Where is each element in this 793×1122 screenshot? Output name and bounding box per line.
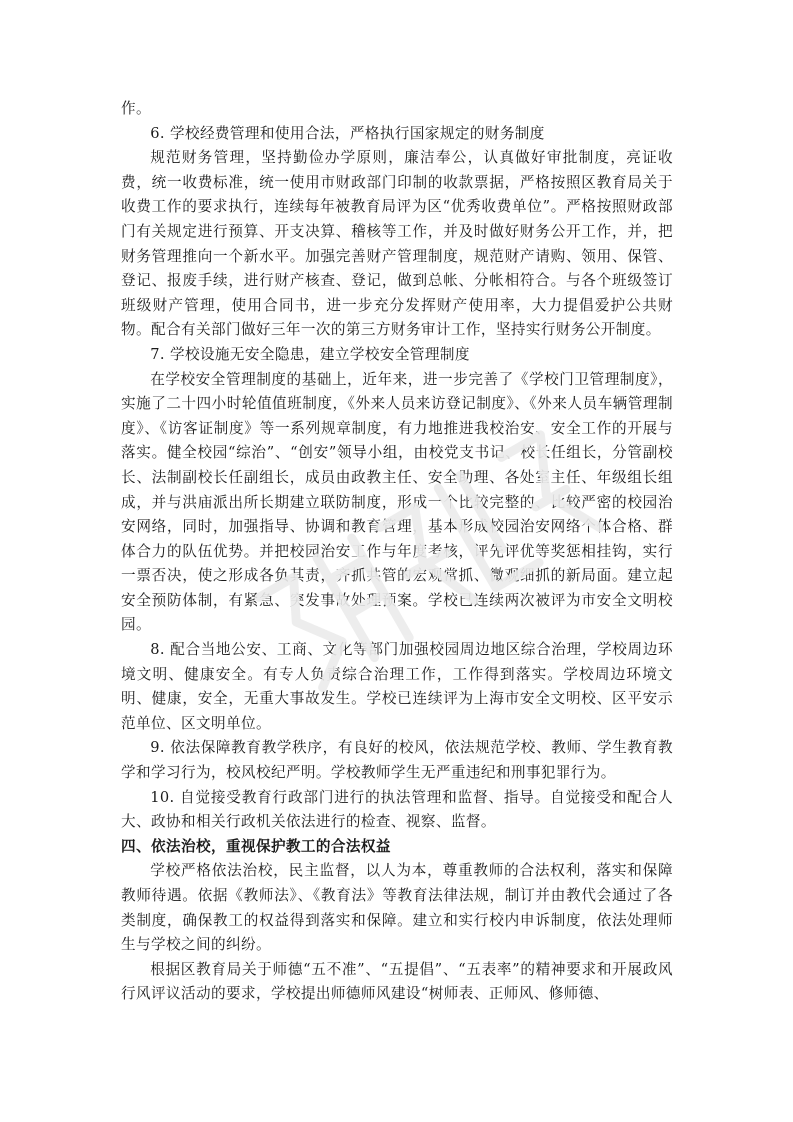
item-10-body: 10. 自觉接受教育行政部门进行的执法管理和监督、指导。自觉接受和配合人大、政协和相关行政机关依法进行的检查、视察、监督。: [121, 788, 673, 831]
item-7-title: 7. 学校设施无安全隐患，建立学校安全管理制度: [150, 345, 470, 363]
item-8-body: 8. 配合当地公安、工商、文化等部门加强校园周边地区综合治理，学校周边环境文明、健康安全。有专人负责综合治理工作，工作得到落实。学校周边环境文明、健康，安全，无重大事故发生。学校已连续评为上海市安全文明校、区平安示范单位、区文明单位。: [121, 641, 673, 732]
item-7-body: 在学校安全管理制度的基础上，近年来，进一步完善了《学校门卫管理制度》，实施了二十四小时轮值值班制度，《外来人员来访登记制度》、《外来人员车辆管理制度》、《访客证制度》等一系列规章制度，有力地推进我校治安、安全工作的开展与落实。健全校园“综治”、“创安”领导小组，由校党支书记、校长任组长，分管副校长、法制副校长任副组长，成员由政教主任、安全助理、各处室主任、年级组长组成，并与洪庙派出所长期建立联防制度，形成一个比较完整的、比较严密的校园治安网络，同时，加强指导、协调和教育管理，基本形成校园治安网络个体合格、群体合力的队伍优势。并把校园治安工作与年度考核，评先评优等奖惩相挂钩，实行一票否决，使之形成各负其责，齐抓共管的宏观常抓、微观细抓的新局面。建立起安全预防体制，有紧急、突发事故处理预案。学校已连续两次被评为市安全文明校园。: [121, 370, 673, 634]
item-9-body: 9. 依法保障教育教学秩序，有良好的校风，依法规范学校、教师、学生教育教学和学习行为，校风校纪严明。学校教师学生无严重违纪和刑事犯罪行为。: [121, 739, 673, 782]
item-6-body: 规范财务管理，坚持勤俭办学原则，廉洁奉公，认真做好审批制度，亮证收费，统一收费标准，统一使用市财政部门印制的收款票据，严格按照区教育局关于收费工作的要求执行，连续每年被教育局评为区“优秀收费单位”。严格按照财政部门有关规定进行预算、开支决算、稽核等工作，并及时做好财务公开工作，并，把财务管理推向一个新水平。加强完善财产管理制度，规范财产请购、领用、保管、登记、报废手续，进行财产核查、登记，做到总帐、分帐相符合。与各个班级签订班级财产管理，使用合同书，进一步充分发挥财产使用率，大力提倡爱护公共财物。配合有关部门做好三年一次的第三方财务审计工作，坚持实行财务公开制度。: [121, 149, 673, 339]
document-body: [121, 97, 673, 1007]
section-4-heading: 四、依法治校，重视保护教工的合法权益: [121, 837, 391, 855]
section-4-paragraph-2: 根据区教育局关于师德“五不准”、“五提倡”、“五表率”的精神要求和开展政风行风评议活动的要求，学校提出师德师风建设“树师表、正师风、修师德、: [121, 960, 673, 1003]
section-4-paragraph-1: 学校严格依法治校，民主监督，以人为本，尊重教师的合法权利，落实和保障教师待遇。依据《教师法》、《教育法》等教育法律法规，制订并由教代会通过了各类制度，确保教工的权益得到落实和保障。建立和实行校内申诉制度，依法处理师生与学校之间的纠纷。: [121, 862, 673, 954]
item-6-title: 6. 学校经费管理和使用合法，严格执行国家规定的财务制度: [150, 124, 545, 142]
continuation-paragraph: 作。: [121, 100, 151, 117]
